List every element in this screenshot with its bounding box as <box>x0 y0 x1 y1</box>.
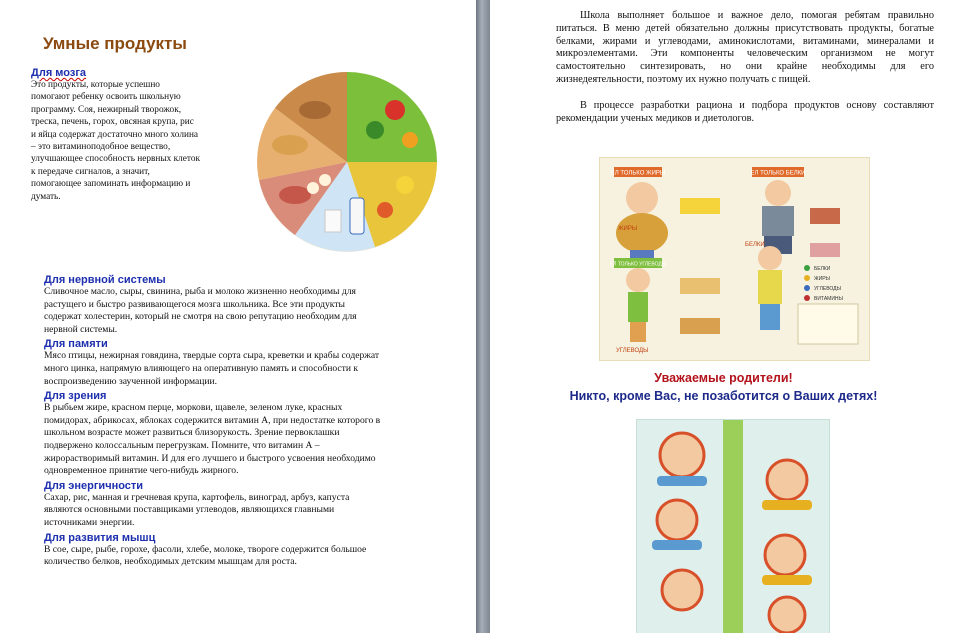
carbs-label: УГЛЕВОДЫ <box>616 348 649 354</box>
brain-text-line: и яйца содержат достаточно много холина <box>31 129 199 140</box>
section-text <box>44 286 444 336</box>
brain-text-line: Это продукты, которые успешно <box>31 80 160 90</box>
brain-text-line: программу. Соя, нежирный творожок, <box>31 104 182 115</box>
page-divider <box>476 0 490 633</box>
section-text <box>44 492 444 530</box>
page-title: Умные продукты <box>43 34 187 53</box>
brain-text-line: треска, печень, горох, овсяная крупа, рис <box>31 117 194 128</box>
brain-section <box>31 67 246 203</box>
section-text-line: много цинка, напрямую влияющего на оперативную память и способности к <box>44 362 359 374</box>
section-heading: Для зрения <box>44 390 107 403</box>
nutrition-sections <box>44 272 444 569</box>
section-text <box>44 544 444 569</box>
section-text-line: Сахар, рис, манная и гречневая крупа, картофель, виноград, арбуз, капуста <box>44 491 350 503</box>
nutrients-poster-image <box>599 157 870 361</box>
brain-text-line: – это витаминоподобное вещество, <box>31 142 171 153</box>
section-text-line: количество белков, необходимых детским мышцам для роста. <box>44 556 297 568</box>
nutrition-section <box>44 390 444 478</box>
section-text-line: содержат холестерин, который не смотря на свою репутацию необходим для <box>44 311 357 323</box>
section-text-line: В рыбьем жире, красном перце, моркови, щавеле, зеленом луке, красных <box>44 402 343 414</box>
legend-proteins: БЕЛКИ <box>814 266 831 272</box>
section-text-line: нервной системы. <box>44 323 118 335</box>
proteins-label: БЕЛКИ <box>745 242 765 248</box>
brain-text <box>31 79 246 203</box>
section-text-line: одновременное принятие чего-нибудь жирного. <box>44 465 239 477</box>
children-poster-image <box>636 419 830 633</box>
intro-paragraph: Школа выполняет большое и важное дело, помогая ребятам правильно питаться. В меню детей обязательно должны присутствовать продукты, богатые белками, жирами и углеводами, аминокислотами, витаминами, минералами и микроэлементами. Эти компоненты человеческим организмом не могут самостоятельно синтезировать, но они крайне необходимы для его жизнедеятельности, поэтому их нужно получать с пищей. <box>556 10 934 85</box>
section-text <box>44 350 444 388</box>
legend-fats: ЖИРЫ <box>814 276 830 282</box>
section-heading: Для нервной системы <box>44 274 166 286</box>
carbs-only-label: ЕЛ ТОЛЬКО УГЛЕВОДЫ <box>609 261 667 268</box>
recommendation-paragraph: В процессе разработки рациона и подбора продуктов основу составляют рекомендации ученых медиков и диетологов. <box>556 99 934 124</box>
nutrition-section <box>44 532 444 569</box>
parents-message: Никто, кроме Вас, не позаботится о Ваших детях! <box>569 389 878 403</box>
section-text-line: воспроизведению заученной информации. <box>44 375 218 387</box>
brain-text-line: улучшающее способность нервных клеток <box>31 154 200 165</box>
section-text-line: являются основными поставщиками углеводов, являющихся главными <box>44 504 335 516</box>
section-text-line: Сливочное масло, сыры, свинина, рыба и молоко жизненно необходимы для <box>44 286 356 297</box>
section-text-line: В сое, сыре, рыбе, горохе, фасоли, хлебе, молоке, твороге содержится большое <box>44 543 367 555</box>
brain-text-line: помогающее запоминать информацию и <box>31 179 191 190</box>
left-page <box>0 0 476 633</box>
nutrition-section <box>44 274 444 336</box>
brain-text-line: к передаче сигналов, а значит, <box>31 166 150 177</box>
section-heading: Для памяти <box>44 338 108 351</box>
parents-title: Уважаемые родители! <box>654 371 793 385</box>
nutrition-section <box>44 338 444 388</box>
section-heading: Для развития мышц <box>44 531 156 544</box>
intro-text <box>556 10 934 138</box>
brain-text-line: помогают ребенку освоить школьную <box>31 92 181 103</box>
protein-only-label: ЕЛ ТОЛЬКО БЕЛКИ <box>750 170 806 177</box>
fat-only-label: ЕЛ ТОЛЬКО ЖИРЫ <box>610 170 666 177</box>
section-text-line: подвержено колоссальным перегрузкам. Помните, что витамин А – <box>44 439 320 451</box>
brain-text-line: думать. <box>31 191 61 202</box>
section-text <box>44 402 444 478</box>
fats-label: ЖИРЫ <box>618 226 638 232</box>
section-text-line: источниками энергии. <box>44 516 135 528</box>
section-text-line: школьном возрасте может развиться близорукость. Зрение первоклашки <box>44 427 340 439</box>
nutrition-section <box>44 480 444 530</box>
section-heading: Для энергичности <box>44 479 144 492</box>
legend-vitamins: ВИТАМИНЫ <box>814 296 843 302</box>
brain-heading: Для мозга <box>31 67 87 79</box>
section-text-line: помидорах, абрикосах, яблоках содержится витамин А, при недостатке которого в <box>44 414 381 426</box>
food-wheel-image <box>255 70 439 254</box>
section-text-line: Мясо птицы, нежирная говядина, твердые сорта сыра, креветки и крабы содержат <box>44 350 380 362</box>
legend-carbs: УГЛЕВОДЫ <box>814 286 841 292</box>
right-page <box>490 0 957 633</box>
section-text-line: жирорастворимый витамин. И для его лучшего и быстрого усвоения необходимо <box>44 452 376 464</box>
section-text-line: растущего и быстро развивающегося мозга школьника. Все эти продукты <box>44 298 345 310</box>
